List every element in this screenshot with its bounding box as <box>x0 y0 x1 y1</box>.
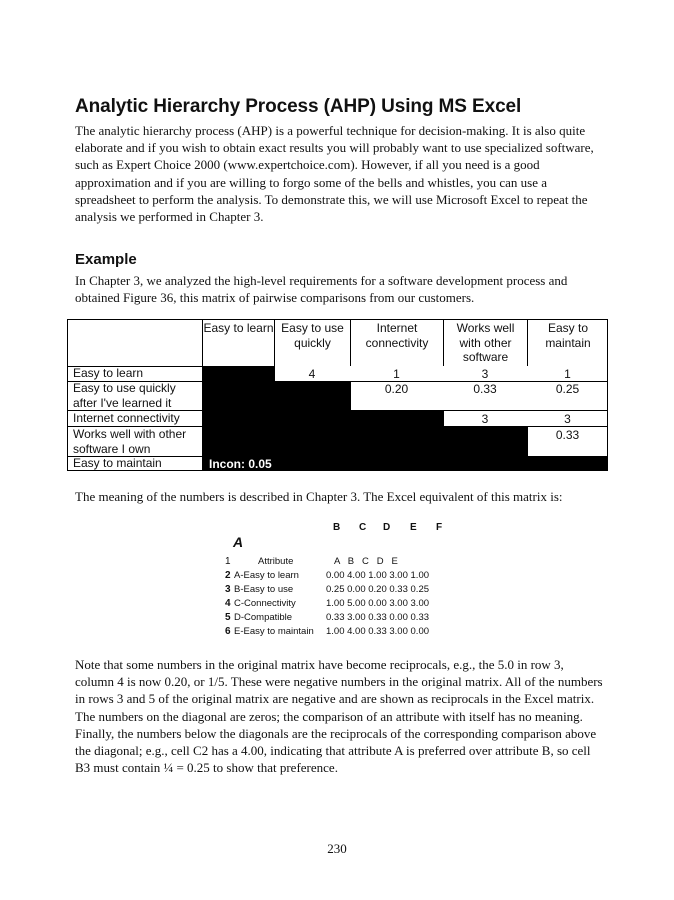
excel-header-cols: A B C D E <box>334 556 398 567</box>
col-header-works-well: Works well with other software <box>443 320 527 366</box>
row-label-easy-to-learn: Easy to learn <box>73 366 144 380</box>
intro-paragraph: The analytic hierarchy process (AHP) is a powerful technique for decision-making. It is also quite elaborate and if you wish to obtain exact results you will probably want to use specialized software, such as Expert Choice 2000 (www.expertchoice.com). However, if all you need is a good approximation and if you are willing to forgo some of the bells and whistles, you can use a spreadsheet to perform the analysis. To demonstrate this, we will use Microsoft Excel to repeat the analysis we performed in Chapter 3. <box>75 123 594 225</box>
col-header-easy-to-maintain: Easy to maintain <box>527 320 608 366</box>
excel-col-letter: F <box>436 522 443 533</box>
matrix-value: 0.33 <box>473 382 497 396</box>
inconsistency-label: Incon: 0.05 <box>209 457 272 471</box>
excel-row-name: C-Connectivity <box>234 598 296 609</box>
col-header-easy-to-use: Easy to use quickly <box>274 320 350 366</box>
meaning-paragraph: The meaning of the numbers is described in Chapter 3. The Excel equivalent of this matrix is: <box>75 489 563 504</box>
excel-row-values: 1.00 5.00 0.00 3.00 3.00 <box>326 598 430 609</box>
matrix-value: 1 <box>564 367 571 381</box>
excel-row-name: D-Compatible <box>234 612 293 623</box>
blank-cell <box>202 381 350 411</box>
excel-row-number: 3 <box>225 584 231 595</box>
blank-cell <box>202 366 274 382</box>
excel-row-values: 0.00 4.00 1.00 3.00 1.00 <box>326 570 430 581</box>
blank-cell <box>202 426 527 457</box>
excel-corner-label: A <box>233 534 244 550</box>
excel-row-values: 0.33 3.00 0.33 0.00 0.33 <box>326 612 430 623</box>
row-label-internet: Internet connectivity <box>73 411 180 425</box>
matrix-value: 0.33 <box>555 428 580 442</box>
excel-row-values: 1.00 4.00 0.33 3.00 0.00 <box>326 626 430 637</box>
excel-row-name: E-Easy to maintain <box>234 626 314 637</box>
excel-col-letter: E <box>410 522 417 533</box>
excel-row-name: B-Easy to use <box>234 584 294 595</box>
page-number: 230 <box>327 841 347 856</box>
page-title: Analytic Hierarchy Process (AHP) Using MS Excel <box>75 96 522 117</box>
pairwise-matrix <box>67 319 608 471</box>
excel-row-number: 5 <box>225 612 231 623</box>
excel-row-number: 1 <box>225 556 231 567</box>
excel-col-letter: C <box>359 522 367 533</box>
matrix-value: 3 <box>481 412 489 426</box>
excel-row-number: 4 <box>225 598 231 609</box>
matrix-value: 3 <box>481 367 489 381</box>
excel-col-letter: D <box>383 522 391 533</box>
matrix-value: 0.25 <box>555 382 580 396</box>
example-paragraph: In Chapter 3, we analyzed the high-level requirements for a software development process and obtained Figure 36, this matrix of pairwise comparisons from our customers. <box>75 273 568 306</box>
excel-row-name: A-Easy to learn <box>234 570 299 581</box>
matrix-value: 1 <box>393 367 400 381</box>
row-label-easy-to-use: Easy to use quickly after I've learned it <box>73 381 176 410</box>
note-paragraph: Note that some numbers in the original matrix have become reciprocals, e.g., the 5.0 in row 3, column 4 is now 0.20, or 1/5. These were negative numbers in the original matrix. All of the numbers in rows 3 and 5 of the original matrix are negative and are shown as reciprocals in the Excel matrix. The numbers on the diagonal are zeros; the comparison of an attribute with itself has no meaning. Finally, the numbers below the diagonals are the reciprocals of the corresponding comparison above the diagonal; e.g., cell C2 has a 4.00, indicating that attribute A is preferred over attribute B, so cell B3 must contain ¼ = 0.25 to show that preference. <box>75 657 603 776</box>
excel-row-number: 2 <box>225 570 231 581</box>
col-header-easy-to-learn: Easy to learn <box>202 320 274 366</box>
matrix-value: 0.20 <box>384 382 409 396</box>
row-label-works-well: Works well with other software I own <box>73 427 187 456</box>
excel-col-letter: B <box>333 522 341 533</box>
row-label-easy-to-maintain: Easy to maintain <box>73 456 162 470</box>
blank-cell <box>202 410 443 427</box>
excel-header-label: Attribute <box>258 556 294 567</box>
excel-row-values: 0.25 0.00 0.20 0.33 0.25 <box>326 584 430 595</box>
excel-row-number: 6 <box>225 626 231 637</box>
matrix-value: 4 <box>308 367 316 381</box>
col-header-internet: Internet connectivity <box>350 320 443 366</box>
matrix-value: 3 <box>564 412 571 426</box>
example-heading: Example <box>75 251 137 268</box>
